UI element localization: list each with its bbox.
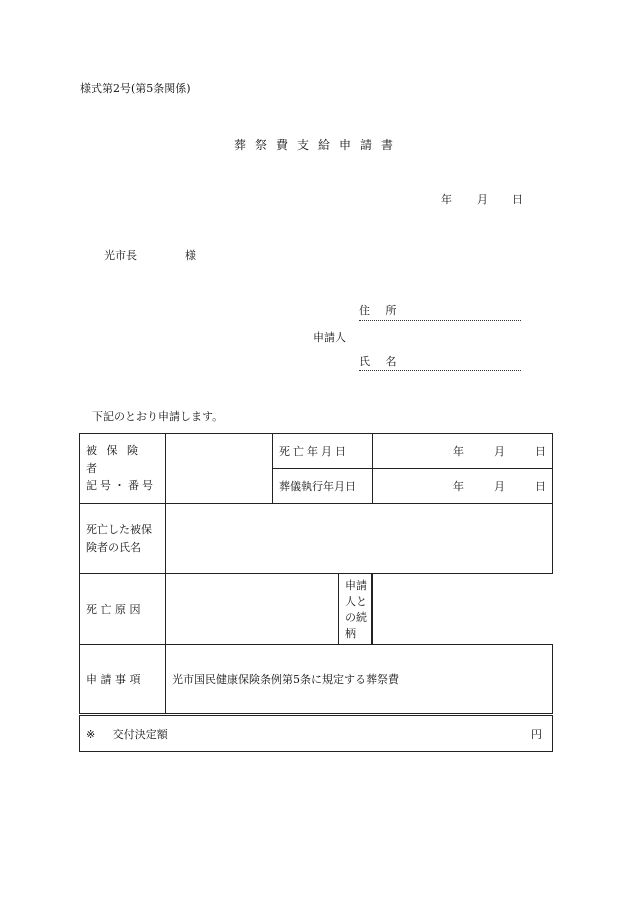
date-year-label: 年 xyxy=(441,193,452,206)
address-field[interactable] xyxy=(359,320,521,321)
table-row xyxy=(80,504,553,574)
date-day-label: 日 xyxy=(512,193,523,206)
table-row xyxy=(80,434,553,469)
note-mark: ※ xyxy=(86,727,96,741)
deceased-name-label-1: 死亡した被保 xyxy=(86,522,152,536)
relation-label: 申請人との続柄 xyxy=(339,574,372,644)
name-label: 氏 名 xyxy=(359,355,403,368)
death-date-label: 死亡年月日 xyxy=(273,434,373,469)
funeral-date-field[interactable] xyxy=(373,469,553,504)
applicant-label: 申請人 xyxy=(313,331,346,344)
application-table xyxy=(79,433,553,752)
yen-unit: 円 xyxy=(531,727,542,741)
insured-id-label-1: 被 保 険 者 xyxy=(86,444,141,475)
honorific: 様 xyxy=(185,249,196,262)
funeral-year-label: 年 xyxy=(453,480,464,493)
insured-id-label-cell xyxy=(80,434,166,504)
funeral-day-label: 日 xyxy=(535,480,546,493)
death-date-field[interactable] xyxy=(373,434,553,469)
relation-cell-wrapper xyxy=(339,574,373,645)
table-row xyxy=(80,645,553,715)
addressee: 光市長 xyxy=(104,249,137,262)
funeral-month-label: 月 xyxy=(494,480,505,493)
deceased-name-field[interactable] xyxy=(166,504,553,574)
table-row xyxy=(80,715,553,752)
cause-label: 死 亡 原 因 xyxy=(80,574,166,645)
funeral-date-label: 葬儀執行年月日 xyxy=(273,469,373,504)
insured-id-label-2: 記号・番号 xyxy=(86,479,156,493)
name-field[interactable] xyxy=(359,370,521,371)
intro-text: 下記のとおり申請します。 xyxy=(92,410,224,423)
insured-id-field[interactable] xyxy=(166,434,273,504)
cause-field[interactable] xyxy=(166,574,339,645)
address-label: 住 所 xyxy=(359,304,403,317)
item-label: 申 請 事 項 xyxy=(80,645,166,715)
death-day-label: 日 xyxy=(535,445,546,458)
death-year-label: 年 xyxy=(453,445,464,458)
form-number: 様式第2号(第5条関係) xyxy=(80,82,191,95)
table-row xyxy=(80,574,553,645)
item-value: 光市国民健康保険条例第5条に規定する葬祭費 xyxy=(166,645,553,715)
deceased-name-label-cell xyxy=(80,504,166,574)
final-amount-label: 交付決定額 xyxy=(112,727,168,741)
final-amount-cell xyxy=(80,715,553,752)
deceased-name-label-2: 険者の氏名 xyxy=(86,540,141,554)
document-title: 葬祭費支給申請書 xyxy=(233,138,402,152)
death-month-label: 月 xyxy=(494,445,505,458)
date-month-label: 月 xyxy=(477,193,488,206)
